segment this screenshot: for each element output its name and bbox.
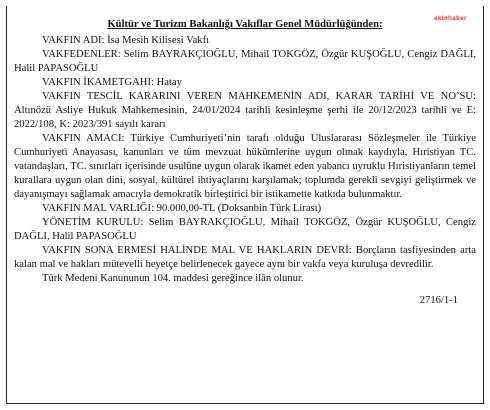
announcement-code: 2716/1-1 <box>419 295 458 306</box>
foundation-name: VAKFIN ADI: İsa Mesih Kilisesi Vakfı <box>42 35 210 46</box>
document-page <box>6 6 484 404</box>
foundation-residence: VAKFIN İKAMETGAHI: Hatay <box>42 77 182 88</box>
board-members: YÖNETİM KURULU: Selim BAYRAKÇIOĞLU, Mihail TOKGÖZ, Özgür KUŞOĞLU, Cengiz DAĞLI, Halil PAPASOĞLU <box>14 217 476 242</box>
legal-notice: Türk Medeni Kanununun 104. maddesi gereğince ilân olunur. <box>42 273 304 284</box>
foundation-purpose: VAKFIN AMACI: Türkiye Cumhuriyeti’nin tarafı olduğu Uluslararası Sözleşmeler ile Türkiye Cumhuriyeti Anayasası, kanunları ve tüm mevzuat hükümlerine uygun olmak kaydıyla, Hıristiyan TC. vatandaşları, TC. sınırları içerisinde usulüne uygun olarak ikamet eden yabancı uyruklu Hıristiyanların temel kurallara uygun olan dini, sosyal, kültürel ihtiyaçlarını karşılamak; toplumda gerekli sevgiyi geliştirmek ve dayanışmayı sağlamak amacıyla demokratik birleştirici bir istikamette katkıda bulunmaktır. <box>14 133 476 200</box>
foundation-assets: VAKFIN MAL VARLIĞI: 90.000,00-TL (Doksanbin Türk Lirası) <box>42 203 322 214</box>
founders: VAKFEDENLER: Selim BAYRAKÇIOĞLU, Mihail TOKGÖZ, Özgür KUŞOĞLU, Cengiz DAĞLI, Halil PAPASOĞLU <box>14 49 476 74</box>
watermark-logo: ekinhaber <box>434 16 467 22</box>
announcement-body <box>14 18 476 308</box>
dissolution-transfer: VAKFIN SONA ERMESİ HALİNDE MAL VE HAKLARIN DEVRİ: Borçların tasfiyesinden arta kalan mal ve hakları mütevelli heyetçe belirlenecek gayece aynı bir vakfa veya kuruluşa devredilir. <box>14 245 476 270</box>
announcement-heading: Kültür ve Turizm Bakanlığı Vakıflar Genel Müdürlüğünden: <box>107 19 383 30</box>
court-decision: VAKFIN TESCİL KARARINI VEREN MAHKEMENİN ADI, KARAR TARİHİ VE NO’SU: Altınözü Asliye Hukuk Mahkemesinin, 24/01/2024 tarihli kesinleşme şerhi ile 20/12/2023 tarihli ve E: 2022/108, K: 2023/391 sayılı kararı <box>14 91 476 130</box>
